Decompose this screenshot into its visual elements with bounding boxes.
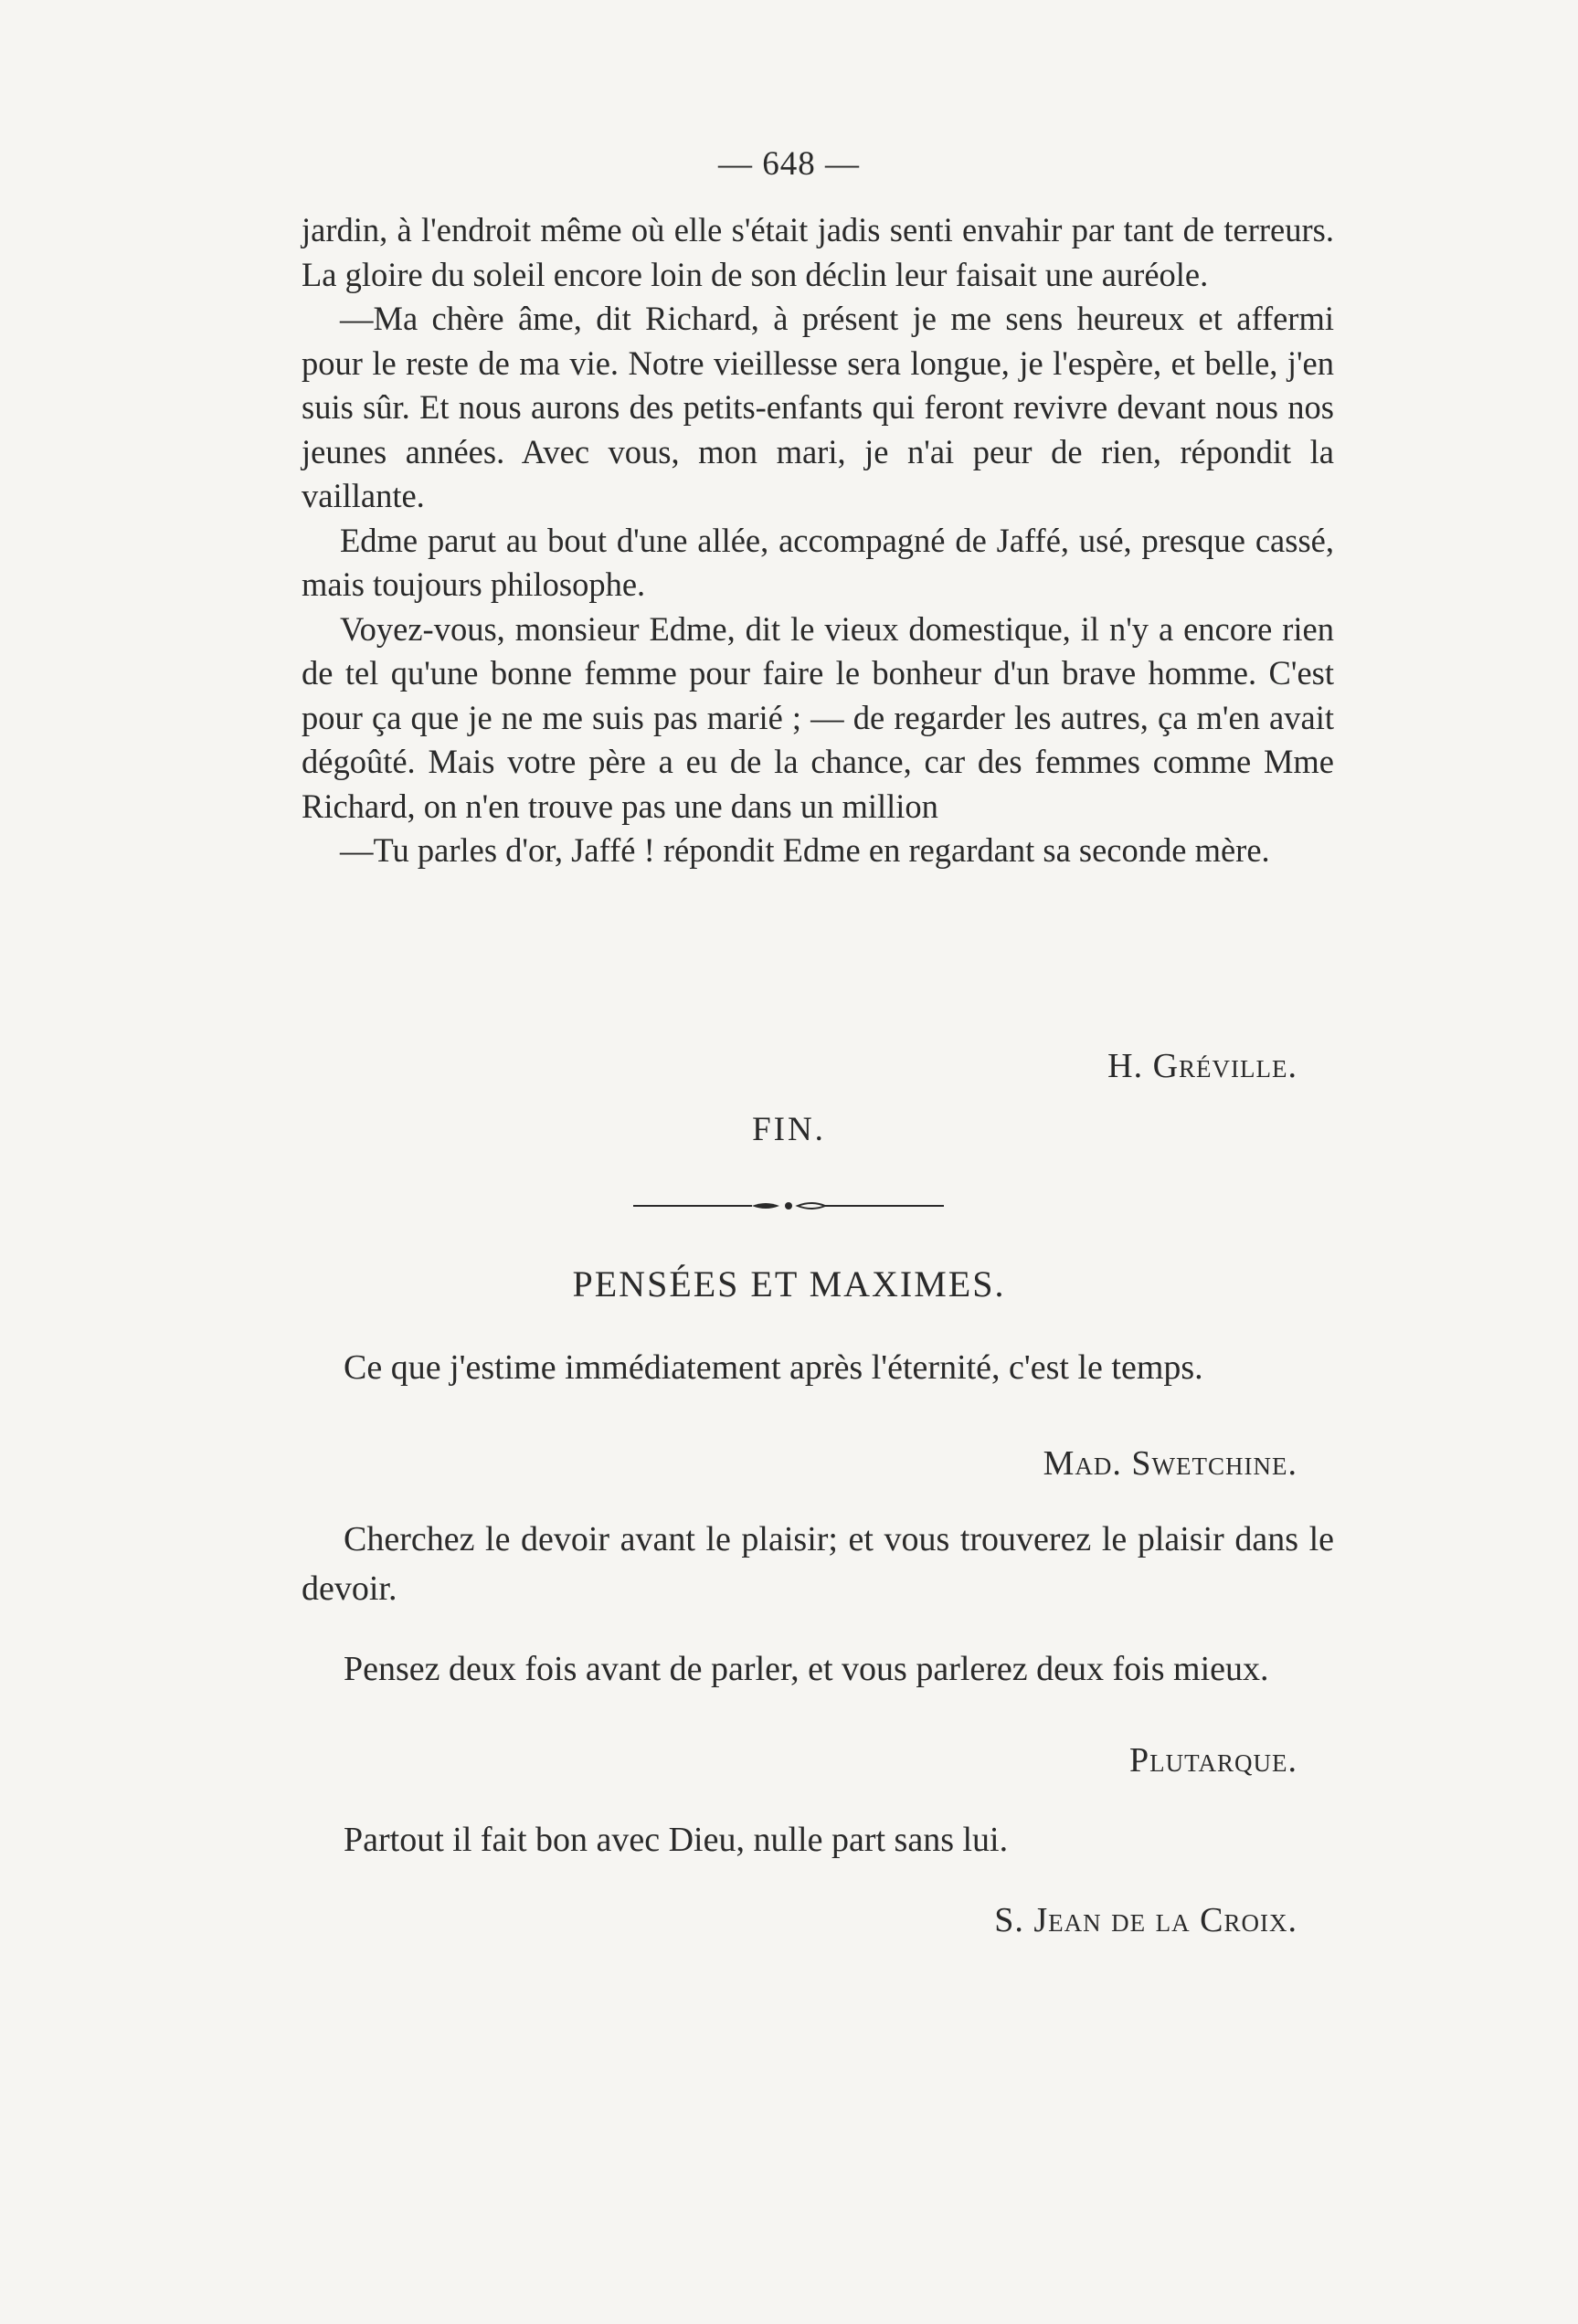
maxim: [302, 1343, 1334, 1392]
story-paragraph: jardin, à l'endroit même où elle s'était jadis senti envahir par tant de terreurs. La gloire du soleil encore loin de son déclin leur faisait une auréole.: [302, 211, 1334, 293]
maxim-text: Cherchez le devoir avant le plaisir; et vous trouverez le plaisir dans le devoir.: [302, 1520, 1334, 1608]
maxim-author: Plutarque.: [1129, 1741, 1297, 1780]
fleuron-divider-icon: [633, 1192, 944, 1220]
story-paragraph: Voyez-vous, monsieur Edme, dit le vieux domestique, il n'y a encore rien de tel qu'une bonne femme pour faire le bonheur d'un brave homme. C'est pour ça que je ne me suis pas marié ; — de regarder les autres, ça m'en avait dégoûté. Mais votre père a eu de la chance, car des femmes comme Mme Richard, on n'en trouve pas une dans un million: [302, 609, 1334, 825]
maxim: [302, 1515, 1334, 1613]
story-paragraph: —Tu parles d'or, Jaffé ! répondit Edme en regardant sa seconde mère.: [340, 831, 1270, 869]
story-paragraph: Edme parut au bout d'une allée, accompagné de Jaffé, usé, presque cassé, mais toujours philosophe.: [302, 521, 1334, 603]
section-title: PENSÉES ET MAXIMES.: [572, 1263, 1006, 1305]
story-paragraph: —Ma chère âme, dit Richard, à présent je me sens heureux et affermi pour le reste de ma vie. Notre vieillesse sera longue, je l'espère, et belle, j'en suis sûr. Et nous aurons des petits-enfants qui feront revivre devant nous nos jeunes années. Avec vous, mon mari, je n'ai peur de rien, répondit la vaillante.: [302, 300, 1334, 514]
maxim-author: Mad. Swetchine.: [1043, 1444, 1297, 1483]
end-mark: FIN.: [752, 1111, 826, 1148]
story-text: [302, 208, 1334, 873]
maxim-author: S. Jean de la Croix.: [994, 1901, 1297, 1939]
page-number: — 648 —: [718, 145, 860, 183]
maxim-text: Ce que j'estime immédiatement après l'éternité, c'est le temps.: [344, 1348, 1203, 1387]
story-author-signature: H. Gréville.: [1107, 1047, 1297, 1085]
maxim-text: Pensez deux fois avant de parler, et vous parlerez deux fois mieux.: [344, 1650, 1269, 1688]
maxim: [302, 1815, 1334, 1864]
maxim-text: Partout il fait bon avec Dieu, nulle part sans lui.: [344, 1821, 1009, 1859]
maxim: [302, 1644, 1334, 1694]
